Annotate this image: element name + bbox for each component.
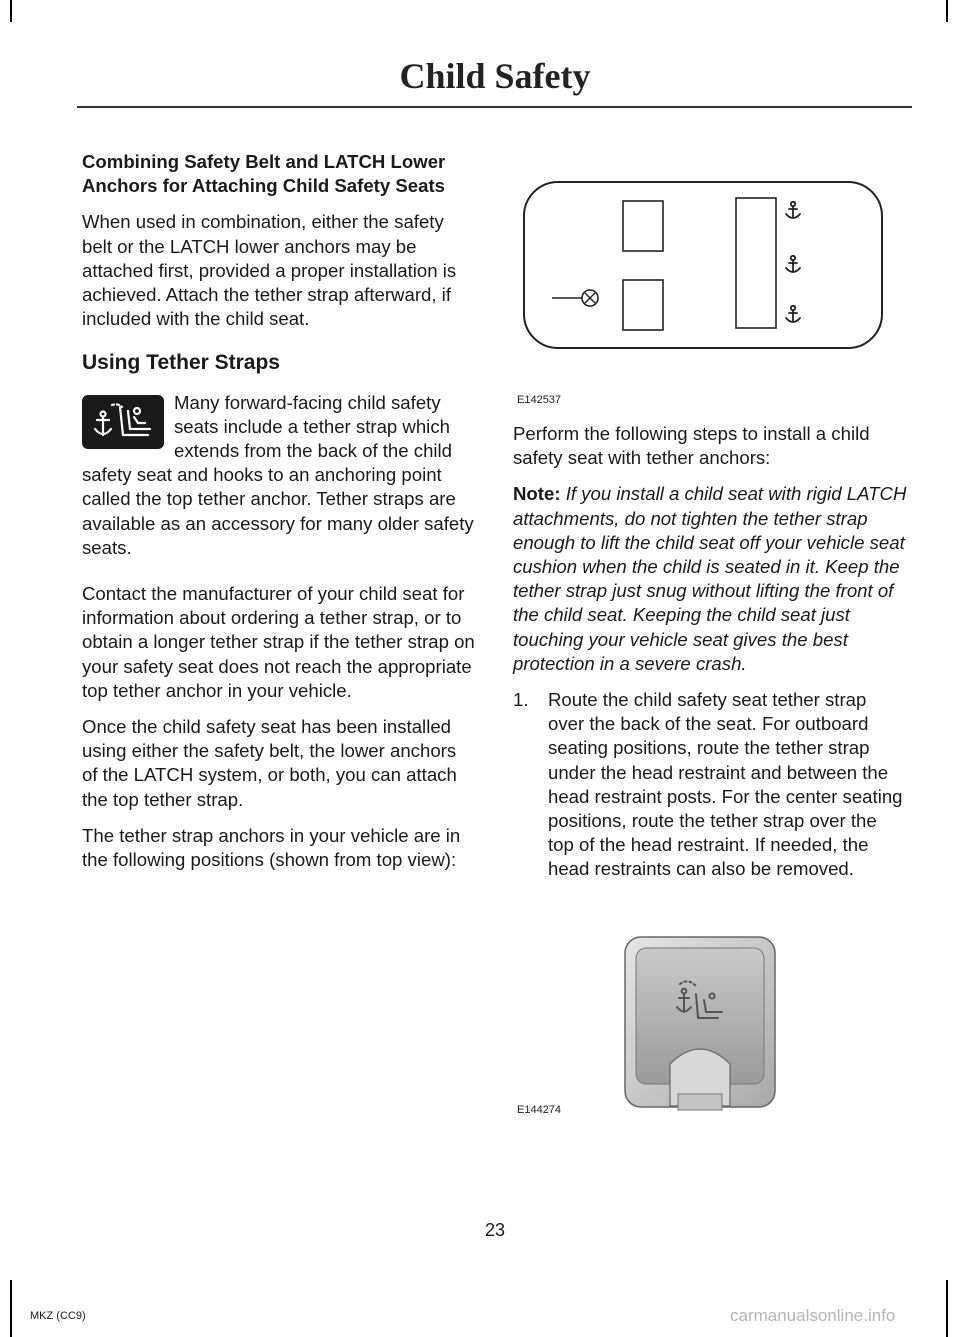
watermark[interactable]: carmanualsonline.info [730, 1306, 896, 1325]
note-text: If you install a child seat with rigid LATCH attachments, do not tighten the tether strap enough to lift the child seat off your vehicle seat cushion when the child is seated in it. Keep the tether strap just snug without lifting the front of the child seat. Keeping the child seat just touching your vehicle seat gives the best protection in a severe crash. [513, 483, 907, 674]
paragraph-anchor-positions: The tether strap anchors in your vehicle are in the following positions (shown from top view): [82, 824, 461, 871]
paragraph-install-intro: Perform the following steps to install a child safety seat with tether anchors: [513, 423, 870, 469]
child-seat-tether-icon [82, 395, 164, 449]
paragraph-tether-intro: Many forward-facing child safety seats include a tether strap which extends from the back of the child safety seat and hooks to an anchoring point called the top tether anchor. Tether straps are available as an accessory for many older safety seats. [82, 391, 474, 558]
page-number: 23 [484, 1220, 506, 1240]
page-title: Child Safety [399, 56, 591, 96]
note-label: Note: [513, 483, 561, 505]
paragraph-combining: When used in combination, either the safety belt or the LATCH lower anchors may be attached first, provided a proper installation is achieved. Attach the tether strap afterward, if included with the child seat. [82, 211, 457, 330]
step-number: 1. [513, 689, 529, 711]
tether-anchor-diagram [520, 178, 886, 352]
section-heading-tether-straps: Using Tether Straps [82, 351, 280, 375]
tether-anchor-cover-image [622, 934, 778, 1114]
section-subheading: Combining Safety Belt and LATCH Lower Anchors for Attaching Child Safety Seats [82, 151, 446, 197]
diagram-caption: E142537 [517, 394, 562, 406]
list-item [513, 688, 907, 882]
cover-image-caption: E144274 [517, 1104, 562, 1116]
model-code: MKZ (CC9) [30, 1310, 86, 1322]
crop-mark [10, 0, 12, 22]
crop-mark [946, 0, 948, 22]
title-divider [77, 106, 912, 108]
right-column [513, 422, 907, 882]
crop-mark [10, 1280, 12, 1337]
note [513, 482, 907, 676]
crop-mark [946, 1280, 948, 1337]
tether-intro-block [82, 391, 475, 560]
paragraph-contact-manufacturer: Contact the manufacturer of your child seat for information about ordering a tether strap, or to obtain a longer tether strap if the tether strap on your safety seat does not reach the appropriate top tether anchor in your vehicle. [82, 583, 475, 701]
step-text: Route the child safety seat tether strap over the back of the seat. For outboard seating positions, route the tether strap under the head restraint and between the head restraint posts. For the center seating positions, route the tether strap over the top of the head restraint. If needed, the head restraints can also be removed. [548, 689, 903, 880]
left-column [82, 150, 475, 872]
paragraph-attach-top-tether: Once the child safety seat has been installed using either the safety belt, the lower anchors of the LATCH system, or both, you can attach the top tether strap. [82, 716, 457, 810]
